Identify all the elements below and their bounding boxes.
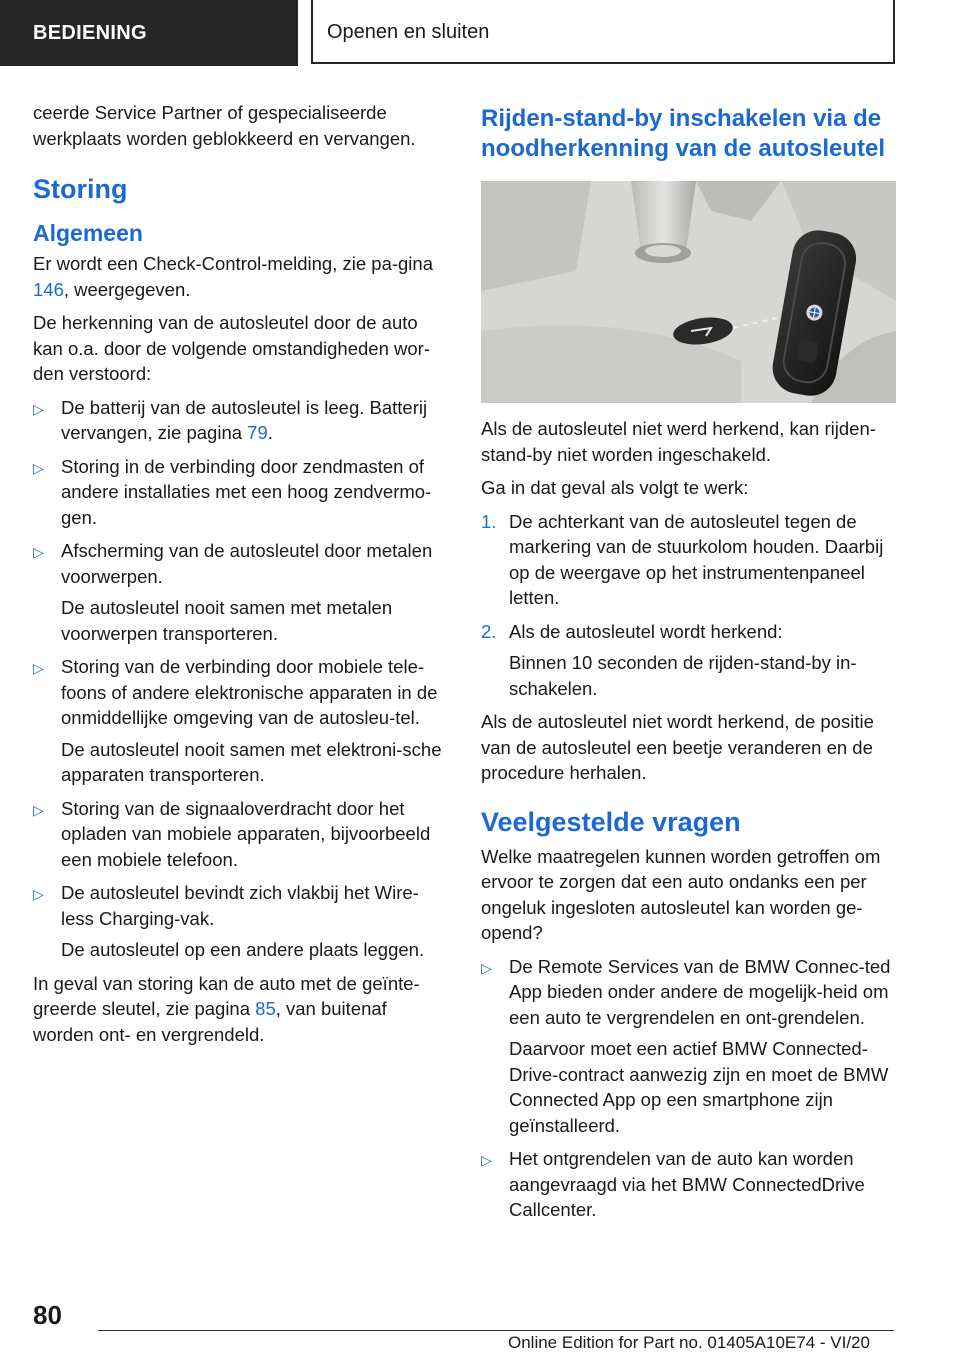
list-item-text: Storing van de signaaloverdracht door het opladen van mobiele apparaten, bijvoorbeeld een mobiele telefoon. <box>61 797 431 870</box>
triangle-bullet-icon: ▷ <box>33 459 44 476</box>
triangle-bullet-icon: ▷ <box>33 886 44 902</box>
page-link-79[interactable]: 79 <box>247 422 268 443</box>
list-item-text: De Remote Services van de BMW Connec-ted App bieden onder andere de mogelijk-heid om een auto te vergrendelen en ont-grendelen. <box>509 955 891 1028</box>
list-item-continuation: Daarvoor moet een actief BMW Connected-Drive-contract aanwezig zijn en moet de BMW Connected App op een smartphone zijn geïnstalleerd. <box>509 1038 889 1136</box>
illustration-svg <box>481 181 896 403</box>
text-span: In geval van storing kan de auto met de geïnte-greerde sleutel, zie pagina <box>33 972 420 1019</box>
list-item <box>33 796 448 873</box>
triangle-bullet-icon: ▷ <box>33 801 44 818</box>
faq-heading: Veelgestelde vragen <box>481 806 741 837</box>
not-recognized-paragraph: Als de autosleutel niet werd herkend, kan rijden-stand-by niet worden ingeschakeld. <box>481 418 876 465</box>
step-continuation: Binnen 10 seconden de rijden-stand-by in-schakelen. <box>509 652 857 699</box>
emergency-detection-heading: Rijden-stand-by inschakelen via de noodherkenning van de autosleutel <box>481 105 886 162</box>
list-item <box>481 954 896 1139</box>
list-item <box>33 538 448 646</box>
retry-paragraph: Als de autosleutel niet wordt herkend, de positie van de autosleutel een beetje veranderen en de procedure herhalen. <box>481 711 874 783</box>
procedure-intro: Ga in dat geval als volgt te werk: <box>481 477 749 498</box>
list-item <box>33 880 448 963</box>
list-item <box>481 1146 896 1223</box>
list-item <box>33 395 448 446</box>
step-number: 2. <box>481 620 497 642</box>
text-span: , weergegeven. <box>63 278 191 300</box>
interference-paragraph: De herkenning van de autosleutel door de auto kan o.a. door de volgende omstandigheden wor-den verstoord: <box>33 312 430 384</box>
step-item <box>481 509 896 611</box>
step-item <box>481 619 896 702</box>
list-item-text: Het ontgrendelen van de auto kan worden aangevraagd via het BMW ConnectedDrive Callcenter. <box>509 1148 865 1220</box>
list-item <box>33 654 448 788</box>
page-link-85[interactable]: 85 <box>255 998 276 1019</box>
step-text: Als de autosleutel wordt herkend: <box>509 620 783 642</box>
chapter-title-box <box>311 0 895 64</box>
footer-divider <box>98 1330 894 1331</box>
key-at-steering-column-illustration <box>481 181 896 403</box>
storing-heading: Storing <box>33 174 128 204</box>
list-item-text: De autosleutel bevindt zich vlakbij het Wire-less Charging-vak. <box>61 882 419 929</box>
text-span: , van buitenaf worden ont- en vergrendeld. <box>33 998 387 1045</box>
list-item-text: Storing van de verbinding door mobiele tele-foons of andere elektronische apparaten in de onmiddellijke omgeving van de autosleu-tel. <box>61 656 438 728</box>
intro-paragraph: ceerde Service Partner of gespecialiseerde werkplaats worden geblokkeerd en vervangen. <box>33 102 416 149</box>
check-control-paragraph <box>33 251 448 302</box>
list-item-text: Afscherming van de autosleutel door metalen voorwerpen. <box>61 540 433 587</box>
list-item <box>33 454 448 531</box>
right-column <box>481 104 896 1231</box>
step-text: De achterkant van de autosleutel tegen de markering van de stuurkolom houden. Daarbij op de weergave op het instrumentenpaneel letten. <box>509 510 884 608</box>
page-link-146[interactable]: 146 <box>33 278 64 300</box>
text-span: . <box>267 422 273 443</box>
list-item-continuation: De autosleutel nooit samen met elektroni-sche apparaten transporteren. <box>61 738 442 785</box>
triangle-bullet-icon: ▷ <box>481 1152 492 1168</box>
step-number: 1. <box>481 510 497 532</box>
page-header <box>0 0 960 66</box>
triangle-bullet-icon: ▷ <box>33 544 44 560</box>
list-item-continuation: De autosleutel op een andere plaats leggen. <box>61 939 425 960</box>
edition-footer: Online Edition for Part no. 01405A10E74 - VI/20 <box>508 1333 870 1352</box>
page-number: 80 <box>33 1300 62 1330</box>
faq-answer-list <box>481 954 896 1223</box>
chapter-title: Openen en sluiten <box>327 21 490 43</box>
triangle-bullet-icon: ▷ <box>33 400 44 417</box>
interference-list <box>33 395 448 963</box>
text-span: Er wordt een Check-Control-melding, zie pa-gina <box>33 253 433 274</box>
faq-question: Welke maatregelen kunnen worden getroffen om ervoor te zorgen dat een auto ondanks een per ongeluk ingesloten autosleutel kan worden ge-opend? <box>481 845 881 943</box>
triangle-bullet-icon: ▷ <box>481 959 492 976</box>
list-item-continuation: De autosleutel nooit samen met metalen voorwerpen transporteren. <box>61 597 393 644</box>
integrated-key-paragraph <box>33 971 448 1048</box>
left-column <box>33 100 448 1055</box>
section-tab: BEDIENING <box>0 0 298 66</box>
list-item-text: Storing in de verbinding door zendmasten of andere installaties met een hoog zendvermo-gen. <box>61 455 432 528</box>
algemeen-heading: Algemeen <box>33 220 143 246</box>
procedure-steps <box>481 509 896 702</box>
list-item-text: De batterij van de autosleutel is leeg. Batterij vervangen, zie pagina <box>61 396 428 443</box>
triangle-bullet-icon: ▷ <box>33 660 44 676</box>
